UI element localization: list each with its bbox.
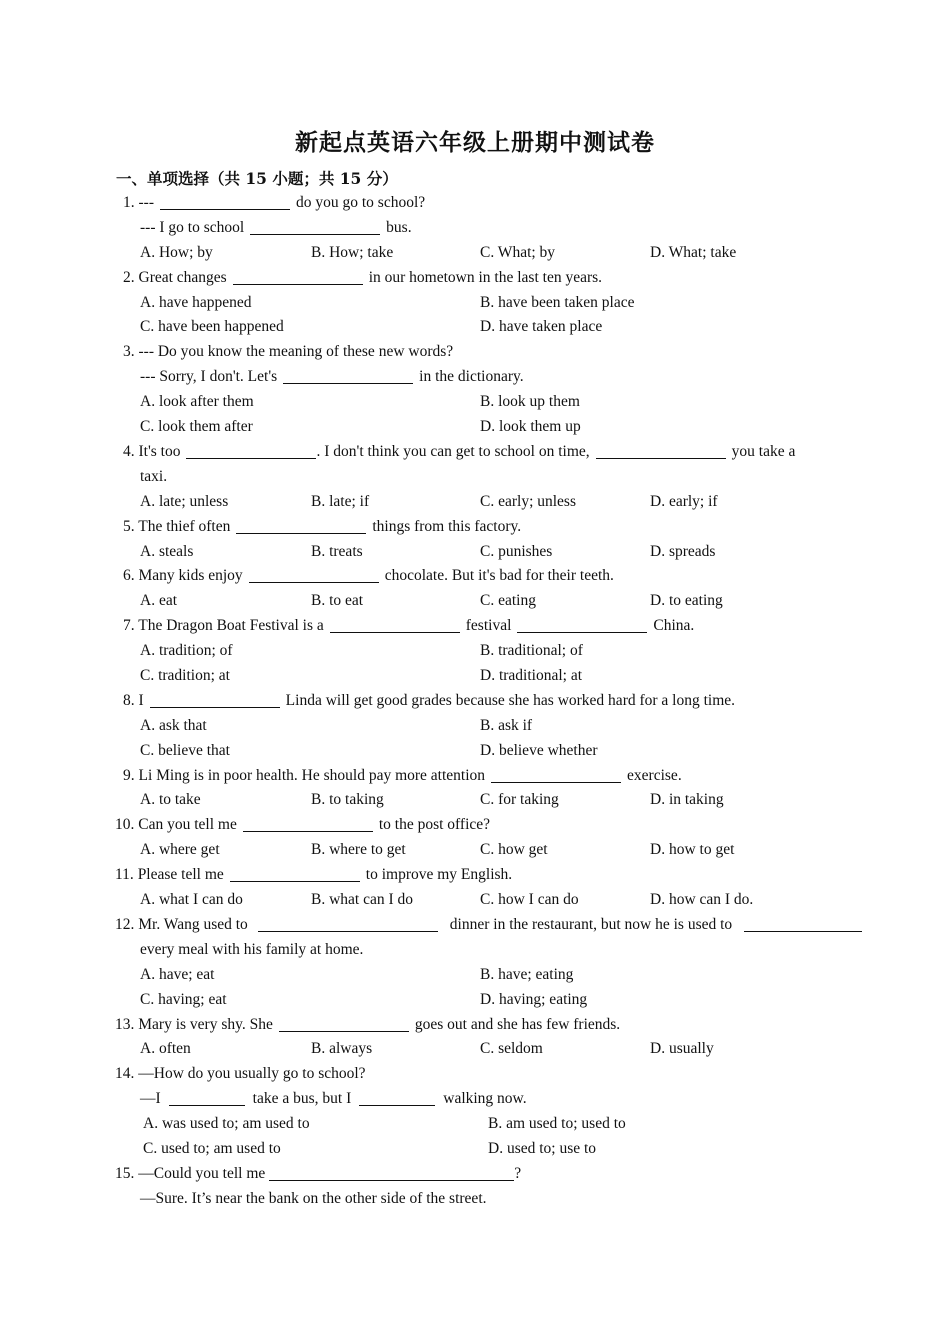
- question-6: 6. Many kids enjoy chocolate. But it's bad for their teeth.: [123, 567, 614, 584]
- option-d: D. usually: [650, 1040, 714, 1057]
- option-d: D. look them up: [480, 418, 581, 435]
- option-d: D. how to get: [650, 841, 735, 858]
- answer-blank: [243, 815, 373, 832]
- option-c: C. early; unless: [480, 493, 576, 510]
- option-c: C. for taking: [480, 791, 559, 808]
- answer-blank: [283, 367, 413, 384]
- option-d: D. used to; use to: [488, 1140, 597, 1157]
- option-a: A. have happened: [140, 294, 252, 311]
- option-b: B. what can I do: [311, 891, 414, 908]
- option-a: A. ask that: [140, 717, 207, 734]
- option-d: D. in taking: [650, 791, 724, 808]
- option-b: B. to eat: [311, 592, 364, 609]
- question-11: 11. Please tell me to improve my English.: [115, 866, 513, 883]
- question-4: 4. It's too . I don't think you can get to school on time, you take a: [123, 443, 796, 460]
- option-c: C. look them after: [140, 418, 253, 435]
- answer-blank: [150, 691, 280, 708]
- option-a: A. have; eat: [140, 966, 215, 983]
- option-b: B. ask if: [480, 717, 533, 734]
- option-b: B. always: [311, 1040, 373, 1057]
- option-c: C. eating: [480, 592, 536, 609]
- option-b: B. late; if: [311, 493, 370, 510]
- option-a: A. How; by: [140, 244, 213, 261]
- option-b: B. look up them: [480, 393, 580, 410]
- option-c: C. having; eat: [140, 991, 227, 1008]
- option-b: B. How; take: [311, 244, 394, 261]
- answer-blank: [359, 1089, 435, 1106]
- answer-blank: [517, 616, 647, 633]
- answer-blank: [230, 865, 360, 882]
- option-d: D. spreads: [650, 543, 716, 560]
- option-d: D. What; take: [650, 244, 737, 261]
- option-b: B. traditional; of: [480, 642, 583, 659]
- option-c: C. how I can do: [480, 891, 579, 908]
- answer-blank: [233, 268, 363, 285]
- question-3: 3. --- Do you know the meaning of these new words?: [123, 343, 454, 360]
- answer-blank: [744, 915, 862, 932]
- question-5: 5. The thief often things from this factory.: [123, 518, 522, 535]
- option-b: B. where to get: [311, 841, 406, 858]
- option-d: D. traditional; at: [480, 667, 583, 684]
- option-a: A. to take: [140, 791, 201, 808]
- answer-blank: [186, 442, 316, 459]
- option-a: A. look after them: [140, 393, 254, 410]
- option-d: D. how can I do.: [650, 891, 754, 908]
- question-1: 1. --- do you go to school?: [123, 194, 426, 211]
- option-a: A. where get: [140, 841, 220, 858]
- option-c: C. seldom: [480, 1040, 543, 1057]
- question-15: 15. —Could you tell me ?: [115, 1165, 522, 1182]
- option-a: A. tradition; of: [140, 642, 233, 659]
- answer-blank: [160, 193, 290, 210]
- question-10: 10. Can you tell me to the post office?: [115, 816, 491, 833]
- option-a: A. steals: [140, 543, 194, 560]
- answer-blank: [330, 616, 460, 633]
- answer-blank: [269, 1164, 514, 1181]
- section-heading: 一、单项选择（共 15 小题；共 15 分）: [116, 169, 398, 188]
- option-b: B. to taking: [311, 791, 384, 808]
- option-d: D. have taken place: [480, 318, 603, 335]
- question-8: 8. I Linda will get good grades because she has worked hard for a long time.: [123, 692, 736, 709]
- question-7: 7. The Dragon Boat Festival is a festival China.: [123, 617, 695, 634]
- question-12: 12. Mr. Wang used to dinner in the restaurant, but now he is used to: [115, 915, 862, 935]
- option-a: A. what I can do: [140, 891, 243, 908]
- option-d: D. early; if: [650, 493, 718, 510]
- page-title: 新起点英语六年级上册期中测试卷: [295, 129, 655, 156]
- option-a: A. was used to; am used to: [143, 1115, 310, 1132]
- answer-blank: [249, 566, 379, 583]
- option-a: A. eat: [140, 592, 178, 609]
- option-c: C. used to; am used to: [143, 1140, 281, 1157]
- question-13: 13. Mary is very shy. She goes out and she has few friends.: [115, 1016, 621, 1033]
- answer-blank: [258, 915, 438, 932]
- option-c: C. What; by: [480, 244, 556, 261]
- option-d: D. believe whether: [480, 742, 598, 759]
- question-9: 9. Li Ming is in poor health. He should pay more attention exercise.: [123, 767, 682, 784]
- question-14: 14. —How do you usually go to school?: [115, 1065, 366, 1082]
- option-c: C. have been happened: [140, 318, 284, 335]
- option-c: C. punishes: [480, 543, 553, 560]
- option-b: B. have been taken place: [480, 294, 635, 311]
- answer-blank: [236, 517, 366, 534]
- option-a: A. often: [140, 1040, 191, 1057]
- option-b: B. have; eating: [480, 966, 574, 983]
- option-c: C. believe that: [140, 742, 230, 759]
- answer-blank: [491, 766, 621, 783]
- answer-blank: [279, 1015, 409, 1032]
- option-d: D. to eating: [650, 592, 723, 609]
- option-d: D. having; eating: [480, 991, 588, 1008]
- answer-blank: [596, 442, 726, 459]
- question-12-line-2: every meal with his family at home.: [140, 941, 364, 958]
- option-b: B. treats: [311, 543, 363, 560]
- answer-blank: [250, 218, 380, 235]
- question-1-line-2: --- I go to school bus.: [140, 219, 412, 236]
- option-b: B. am used to; used to: [488, 1115, 626, 1132]
- answer-blank: [169, 1089, 245, 1106]
- option-c: C. tradition; at: [140, 667, 230, 684]
- question-2: 2. Great changes in our hometown in the last ten years.: [123, 269, 603, 286]
- option-c: C. how get: [480, 841, 548, 858]
- question-14-line-2: —I take a bus, but I walking now.: [140, 1090, 527, 1107]
- option-a: A. late; unless: [140, 493, 229, 510]
- question-3-line-2: --- Sorry, I don't. Let's in the dictionary.: [140, 368, 524, 385]
- question-15-line-2: —Sure. It’s near the bank on the other side of the street.: [140, 1190, 487, 1207]
- question-4-line-2: taxi.: [140, 468, 168, 485]
